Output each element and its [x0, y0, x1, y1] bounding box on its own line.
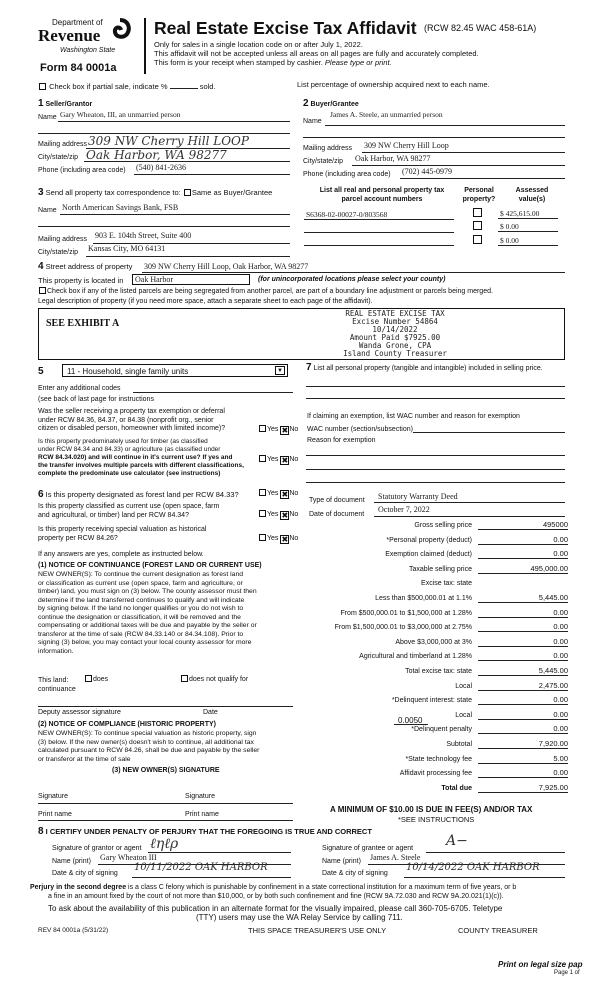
q6-1-answers — [258, 489, 298, 499]
n1-l10: information. — [38, 647, 74, 655]
tax-label: Above $3,000,000 at 3% — [395, 638, 472, 646]
county-treasurer-label: COUNTY TREASURER — [458, 926, 538, 935]
additional-codes-note: (see back of last page for instructions — [38, 396, 154, 403]
tax-value-line — [478, 675, 568, 676]
page-number: Page 1 of — [554, 970, 580, 976]
tax-label: Local — [455, 682, 472, 690]
seller-phone-label: Phone (including area code) — [38, 167, 126, 174]
buyer-phone-label: Phone (including area code) — [303, 171, 391, 178]
treasurer-stamp — [330, 310, 460, 358]
doc-date-label: Date of document — [309, 511, 365, 518]
buyer-heading — [303, 98, 359, 109]
reason-label: Reason for exemption — [307, 437, 376, 444]
tax-value-line — [478, 573, 568, 574]
grantor-name-field[interactable]: Gary Wheaton III — [100, 853, 157, 862]
tax-value[interactable]: 0.00 — [553, 709, 568, 719]
assessed-value-3[interactable]: $ 0.00 — [500, 236, 519, 245]
grantor-name-label: Name (print) — [52, 858, 91, 865]
tax-value-line — [478, 602, 568, 603]
q1-line-2: under RCW 84.36, 84.37, or 84.38 (nonprofit org., senior — [38, 416, 214, 424]
corr-city-field[interactable]: Kansas City, MO 64131 — [88, 244, 166, 253]
legal-desc-label: Legal description of property (if you need more space, attach a separate sheet to each page of the affidavit). — [38, 298, 373, 305]
location-label: This property is located in — [38, 276, 124, 285]
tax-value[interactable]: 0.00 — [553, 651, 568, 661]
exemption-claim-label: If claiming an exemption, list WAC number and reason for exemption — [307, 413, 520, 420]
section-7-label: List all personal property (tangible and intangible) included in selling price. — [313, 365, 543, 372]
q6-1-yes-checkbox[interactable] — [259, 489, 266, 496]
q1-no-label: No — [289, 426, 299, 433]
n1-l6: continue the designation or classification, it will be removed and the — [38, 613, 241, 621]
q6-1-yes-label: Yes — [267, 490, 279, 497]
tax-value-line — [478, 558, 568, 559]
certify-text: I CERTIFY UNDER PENALTY OF PERJURY THAT THE FOREGOING IS TRUE AND CORRECT — [45, 827, 372, 836]
q2-line-5: complete the predominate use calculator (see instructions) — [38, 470, 221, 477]
perjury-line-1 — [30, 884, 516, 891]
notice-2-title: (2) NOTICE OF COMPLIANCE (HISTORIC PROPERTY) — [38, 721, 216, 728]
stamp-line-5: Wanda Grone, CPA — [358, 341, 432, 350]
buyer-mail-label: Mailing address — [303, 145, 353, 152]
partial-sale-label: Check box if partial sale, indicate % — [49, 82, 168, 91]
q6-3-yes-checkbox[interactable] — [259, 534, 266, 541]
tax-value-line — [478, 748, 568, 749]
corr-name-label: Name — [38, 207, 57, 214]
q6-3-line-2: property per RCW 84.26? — [38, 534, 118, 542]
seller-phone-field[interactable]: (540) 841-2636 — [136, 163, 186, 172]
grantee-date-label: Date & city of signing — [322, 870, 388, 877]
tax-value-line — [478, 792, 568, 793]
tax-value[interactable]: 0.00 — [553, 695, 568, 705]
local-rate-value: 0.0050 — [398, 716, 423, 725]
grantor-signature[interactable]: ℓηℓρ — [150, 836, 179, 852]
form-rcw: (RCW 82.45 WAC 458-61A) — [424, 23, 537, 33]
section-7-num: 7 — [306, 362, 312, 373]
q2-yes-label: Yes — [267, 456, 279, 463]
personal-property-checkbox-2[interactable] — [473, 221, 482, 230]
seller-num: 1 — [38, 98, 44, 109]
seller-label: Seller/Grantor — [45, 101, 93, 108]
buyer-city-field[interactable]: Oak Harbor, WA 98277 — [355, 154, 431, 163]
segregation-row — [38, 287, 493, 295]
ownership-note: List percentage of ownership acquired next to each name. — [297, 80, 490, 89]
q6-3-no-label: No — [289, 535, 299, 542]
n1-l9: signing (3) below, you may contact your local county assessor for more — [38, 639, 252, 646]
tax-value[interactable]: 5,445.00 — [538, 593, 568, 602]
grantor-date-field[interactable]: 10/11/2022 OAK HARBOR — [134, 862, 268, 873]
tax-value-line — [478, 777, 568, 778]
segregation-label: Check box if any of the listed parcels are being segregated from another parcel, are part of a boundary line adjustment or parcels being merged. — [47, 288, 493, 295]
revenue-swirl-icon — [108, 18, 132, 44]
tax-label: From $1,500,000.01 to $3,000,000 at 2.75% — [334, 624, 472, 632]
this-land-label: This land: — [38, 677, 69, 684]
grantor-date-label: Date & city of signing — [52, 870, 118, 877]
q6-2-answers — [258, 510, 298, 520]
q6-2-line-2: and agricultural, or timber) land per RCW 84.34? — [38, 511, 189, 519]
tax-value-line — [478, 631, 568, 632]
tax-value-line — [478, 733, 568, 734]
section-7 — [306, 364, 565, 374]
tax-label: Excise tax: state — [421, 580, 472, 588]
grantee-name-label: Name (print) — [322, 858, 361, 865]
segregation-checkbox[interactable] — [39, 287, 46, 294]
deputy-date-label: Date — [203, 709, 218, 716]
stamp-line-3: 10/14/2022 — [372, 325, 418, 334]
header-line-3b: Please type or print. — [324, 58, 392, 67]
same-as-buyer-checkbox[interactable] — [184, 189, 191, 196]
deputy-signature-label: Deputy assessor signature — [38, 709, 121, 716]
land-use-select[interactable] — [62, 364, 288, 377]
n1-l3: timber) land, you must sign on (3) below. The county assessor must then — [38, 588, 257, 595]
header-line-3 — [154, 58, 392, 67]
grantee-name-field[interactable]: James A. Steele — [370, 853, 421, 862]
tax-value[interactable]: 495,000.00 — [530, 563, 568, 573]
q6-2-line-1: Is this property classified as current use (open space, farm — [38, 503, 220, 510]
historic-question — [38, 526, 206, 543]
new-owner-signature-1[interactable]: Signature — [38, 793, 68, 800]
correspondence-heading — [38, 187, 272, 198]
correspondence-num: 3 — [38, 187, 44, 198]
q6-1-no-label: No — [289, 490, 299, 497]
q1-line-1: Was the seller receiving a property tax exemption or deferral — [38, 408, 225, 415]
buyer-phone-field[interactable]: (702) 445-0979 — [402, 167, 452, 176]
grantee-date-field[interactable]: 10/14/2022 OAK HARBOR — [406, 862, 540, 873]
personal-property-header: Personal property? — [462, 187, 496, 203]
q1-yes-checkbox[interactable] — [259, 425, 266, 432]
availability-line-2: (TTY) users may use the WA Relay Service by calling 711. — [196, 913, 403, 922]
tax-value-line — [478, 529, 568, 530]
tax-label: Local — [455, 711, 472, 719]
notice-2-body — [38, 730, 259, 764]
land-use-value: 11 - Household, single family units — [67, 367, 189, 376]
corr-mail-label: Mailing address — [38, 236, 88, 243]
seller-city-label: City/state/zip — [38, 154, 79, 161]
q2-line-1: Is this property predominately used for timber (as classified — [38, 438, 208, 445]
header-line-3a: This form is your receipt when stamped by cashier. — [154, 58, 323, 67]
address-label: Street address of property — [45, 262, 133, 271]
seller-heading — [38, 98, 92, 109]
q6-3-yes-label: Yes — [267, 535, 279, 542]
tax-label: Gross selling price — [414, 522, 472, 529]
correspondence-label: Send all property tax correspondence to: — [45, 188, 181, 197]
chevron-down-icon[interactable]: ▼ — [275, 366, 285, 375]
q6-1: Is this property designated as forest land per RCW 84.33? — [45, 490, 239, 499]
buyer-name-field[interactable]: James A. Steele, an unmarried person — [330, 110, 443, 119]
tax-label: Agricultural and timberland at 1.28% — [359, 653, 472, 661]
notice-1-body — [38, 571, 257, 656]
dept-logo — [38, 18, 134, 60]
personal-property-checkbox-3[interactable] — [473, 235, 482, 244]
section-6-num: 6 — [38, 489, 44, 500]
partial-sale-sold: sold. — [199, 82, 216, 91]
n1-l1: NEW OWNER(S): To continue the current designation as forest land — [38, 571, 244, 578]
timber-question — [38, 438, 244, 478]
tax-value-line — [478, 704, 568, 705]
notice-1-title: (1) NOTICE OF CONTINUANCE (FOREST LAND OR CURRENT USE) — [38, 562, 262, 569]
location-select[interactable]: Oak Harbor — [132, 274, 250, 285]
header-line-2: This affidavit will not be accepted unless all areas on all pages are fully and accurately completed. — [154, 49, 479, 58]
q6-2-yes-label: Yes — [267, 511, 279, 518]
tax-value-line — [478, 763, 568, 764]
q6-3-line-1: Is this property receiving special valuation as historical — [38, 526, 207, 533]
assessed-value-header: Assessed value(s) — [515, 187, 549, 203]
n2-l2: (3) below. If the new owner(s) doesn't wish to continue, all additional tax — [38, 738, 254, 746]
perjury-bold: Perjury in the second degree — [30, 884, 127, 891]
tax-label: Less than $500,000.01 at 1.1% — [375, 595, 472, 602]
grantee-signature-label: Signature of grantee or agent — [322, 845, 414, 852]
buyer-city-label: City/state/zip — [303, 158, 344, 165]
exemption-question — [38, 408, 225, 434]
seller-name-label: Name — [38, 114, 57, 121]
tax-value[interactable]: 7,920.00 — [538, 739, 568, 748]
parcels-header: List all real and personal property tax parcel account numbers — [319, 187, 445, 203]
tax-value[interactable]: 2,475.00 — [538, 680, 568, 690]
state-text: Washington State — [60, 47, 116, 54]
same-as-buyer-label: Same as Buyer/Grantee — [191, 188, 273, 197]
rev-number: REV 84 0001a (5/31/22) — [38, 927, 109, 934]
q2-line-3: RCW 84.34.020) and will continue in it's current use? If yes and — [38, 454, 233, 461]
new-owner-signature-2[interactable]: Signature — [185, 793, 215, 800]
partial-sale-checkbox[interactable] — [39, 83, 46, 90]
certify-heading — [38, 826, 372, 837]
availability-line-1: To ask about the availability of this publication in an alternate format for the visually impaired, please call 360-705-6705. Teletype — [48, 904, 503, 913]
tax-value-line — [478, 690, 568, 691]
q2-no-checkbox[interactable]: ✖ — [281, 456, 289, 465]
tax-value-line — [478, 719, 568, 720]
q6-3-no-checkbox[interactable]: ✖ — [281, 535, 289, 544]
new-owner-print-2[interactable]: Print name — [185, 811, 219, 818]
buyer-label: Buyer/Grantee — [310, 101, 359, 108]
tax-label: Total due — [441, 784, 472, 792]
does-option — [84, 675, 108, 683]
doc-type-field[interactable]: Statutory Warranty Deed — [378, 492, 458, 501]
tax-label: *Personal property (deduct) — [386, 536, 472, 544]
n1-l7: compensating or additional taxes will be due and payable by the seller or — [38, 622, 257, 629]
seller-mail-label: Mailing address — [38, 141, 88, 148]
tax-label: Total excise tax: state — [405, 668, 472, 675]
seller-name-field[interactable]: Gary Wheaton, III, an unmarried person — [60, 110, 181, 119]
new-owner-print-1[interactable]: Print name — [38, 811, 72, 818]
buyer-name-label: Name — [303, 118, 322, 125]
dept-name: Revenue — [38, 26, 101, 45]
corr-name-field[interactable]: North American Savings Bank, FSB — [62, 203, 179, 212]
q2-line-4: the transfer involves multiple parcels with different classifications, — [38, 462, 244, 469]
doc-date-field[interactable]: October 7, 2022 — [378, 505, 430, 514]
tax-label: Exemption claimed (deduct) — [385, 551, 472, 559]
tax-value[interactable]: 0.00 — [553, 636, 568, 646]
tax-label: Affidavit processing fee — [399, 770, 472, 778]
notice-3-title: (3) NEW OWNER(S) SIGNATURE — [112, 767, 220, 774]
n2-l3: calculated pursuant to RCW 84.26, shall be due and payable by the seller — [38, 747, 260, 754]
tax-label: Subtotal — [446, 741, 472, 748]
seller-city-field[interactable]: Oak Harbor, WA 98277 — [86, 148, 227, 162]
stamp-line-4: Amount Paid $7925.00 — [349, 333, 441, 342]
parcel-number-1[interactable]: S6368-02-00027-0/803568 — [306, 210, 388, 219]
does-not-checkbox[interactable] — [181, 675, 188, 682]
tax-value[interactable]: 5.00 — [553, 753, 568, 763]
n2-l1: NEW OWNER(S): To continue special valuation as historic property, sign — [38, 730, 257, 737]
q6-3-answers — [258, 534, 298, 544]
continuance-label: continuance — [38, 686, 76, 693]
grantor-signature-label: Signature of grantor or agent — [52, 845, 142, 852]
q6-1-no-checkbox[interactable]: ✖ — [281, 490, 289, 499]
tax-value-line — [478, 660, 568, 661]
stamp-line-6: Island County Treasurer — [343, 349, 447, 358]
q2-no-label: No — [289, 456, 299, 463]
q6-2-yes-checkbox[interactable] — [259, 510, 266, 517]
tax-value[interactable]: 0.00 — [553, 622, 568, 632]
n1-l5: by signing below. If the land no longer qualifies or you do not wish to — [38, 605, 244, 612]
n1-l8: transferor at the time of sale (RCW 84.33.140 or 84.34.108). Prior to — [38, 630, 244, 638]
additional-codes-label: Enter any additional codes — [38, 385, 121, 392]
n1-l4: determine if the land transferred continues to qualify and will indicate — [38, 596, 245, 604]
forest-question — [38, 489, 239, 500]
dept-small-text: Department of — [52, 18, 103, 27]
seller-mail-field[interactable]: 309 NW Cherry Hill LOOP — [88, 134, 249, 148]
current-use-question — [38, 503, 219, 520]
assessed-value-2[interactable]: $ 0.00 — [500, 222, 519, 231]
tax-value-line — [478, 646, 568, 647]
partial-sale-row — [38, 82, 216, 91]
address-num: 4 — [38, 261, 44, 272]
wac-label: WAC number (section/subsection) — [307, 426, 413, 433]
tax-label: *State technology fee — [405, 755, 472, 763]
tax-value[interactable]: 5,445.00 — [538, 666, 568, 675]
section-8-num: 8 — [38, 826, 44, 837]
tax-value[interactable]: 0.00 — [553, 768, 568, 778]
q2-line-2: under RCW 84.34 and 84.33) or agriculture (as classified under — [38, 446, 221, 453]
if-yes-note: If any answers are yes, complete as instructed below. — [38, 551, 204, 558]
address-row — [38, 261, 132, 272]
tax-label: *Delinquent interest: state — [391, 697, 472, 705]
header-divider — [144, 18, 146, 74]
legal-size-note: Print on legal size pap — [498, 960, 583, 969]
section-5-num: 5 — [38, 366, 44, 377]
q6-2-no-label: No — [289, 511, 299, 518]
buyer-mail-field[interactable]: 309 NW Cherry Hill Loop — [364, 141, 449, 150]
stamp-line-1: REAL ESTATE EXCISE TAX — [345, 309, 445, 318]
stamp-line-2: Excise Number 54864 — [352, 317, 438, 326]
perjury-line-2: a fine in an amount fixed by the court of not more than $10,000, or by both such confinement and fine (RCW 9A.72.030 and RCW 9A.20.021(1)(c)). — [48, 893, 504, 900]
doc-type-label: Type of document — [309, 497, 365, 504]
treasurer-use-label: THIS SPACE TREASURER'S USE ONLY — [248, 926, 387, 935]
grantee-signature[interactable]: A− — [446, 833, 468, 849]
q2-yes-checkbox[interactable] — [259, 455, 266, 462]
form-number: Form 84 0001a — [40, 62, 117, 74]
tax-value[interactable]: 0.00 — [553, 607, 568, 617]
n2-l4: or transferor at the time of sale — [38, 755, 131, 763]
corr-mail-field[interactable]: 903 E. 104th Street, Suite 400 — [95, 231, 192, 240]
buyer-num: 2 — [303, 98, 309, 109]
tax-value[interactable]: 0.00 — [553, 534, 568, 544]
see-instructions: *SEE INSTRUCTIONS — [398, 815, 475, 824]
q2-answers — [258, 455, 298, 465]
tax-label: Taxable selling price — [408, 565, 472, 573]
legal-description-box[interactable] — [38, 308, 565, 360]
n1-l2: or classification as current use (open space, farm and agriculture, or — [38, 579, 243, 587]
tax-value[interactable]: 495000 — [542, 520, 568, 529]
q1-answers — [258, 425, 298, 435]
tax-label: *Delinquent penalty — [411, 726, 472, 734]
form-title: Real Estate Excise Tax Affidavit — [154, 18, 417, 38]
location-note: (for unincorporated locations please select your county) — [258, 276, 446, 283]
tax-value[interactable]: 7,925.00 — [538, 782, 568, 792]
tax-label: From $500,000.01 to $1,500,000 at 1.28% — [340, 609, 472, 617]
see-exhibit: SEE EXHIBIT A — [46, 318, 120, 329]
assessed-value-1[interactable]: $ 425,615.00 — [500, 209, 540, 218]
does-label: does — [93, 676, 109, 683]
personal-property-checkbox-1[interactable] — [473, 208, 482, 217]
q1-no-checkbox[interactable]: ✖ — [281, 426, 289, 435]
tax-value-line — [478, 617, 568, 618]
tax-value[interactable]: 0.00 — [553, 549, 568, 559]
q6-2-no-checkbox[interactable]: ✖ — [281, 511, 289, 520]
corr-city-label: City/state/zip — [38, 249, 79, 256]
tax-value-line — [478, 544, 568, 545]
minimum-due-note: A MINIMUM OF $10.00 IS DUE IN FEE(S) AND/OR TAX — [330, 805, 533, 814]
q1-line-3: citizen or disabled person, homeowner with limited income)? — [38, 425, 226, 432]
tax-value[interactable]: 0.00 — [553, 724, 568, 734]
perjury-text: is a class C felony which is punishable by confinement in a state correctional institution for a maximum term of five years, or b — [128, 884, 517, 891]
does-checkbox[interactable] — [85, 675, 92, 682]
header-line-1: Only for sales in a single location code on or after July 1, 2022. — [154, 40, 363, 49]
does-not-option — [180, 675, 248, 683]
does-not-label: does not qualify for — [189, 676, 249, 683]
q1-yes-label: Yes — [267, 426, 279, 433]
address-field[interactable]: 309 NW Cherry Hill Loop, Oak Harbor, WA 98277 — [144, 262, 309, 271]
